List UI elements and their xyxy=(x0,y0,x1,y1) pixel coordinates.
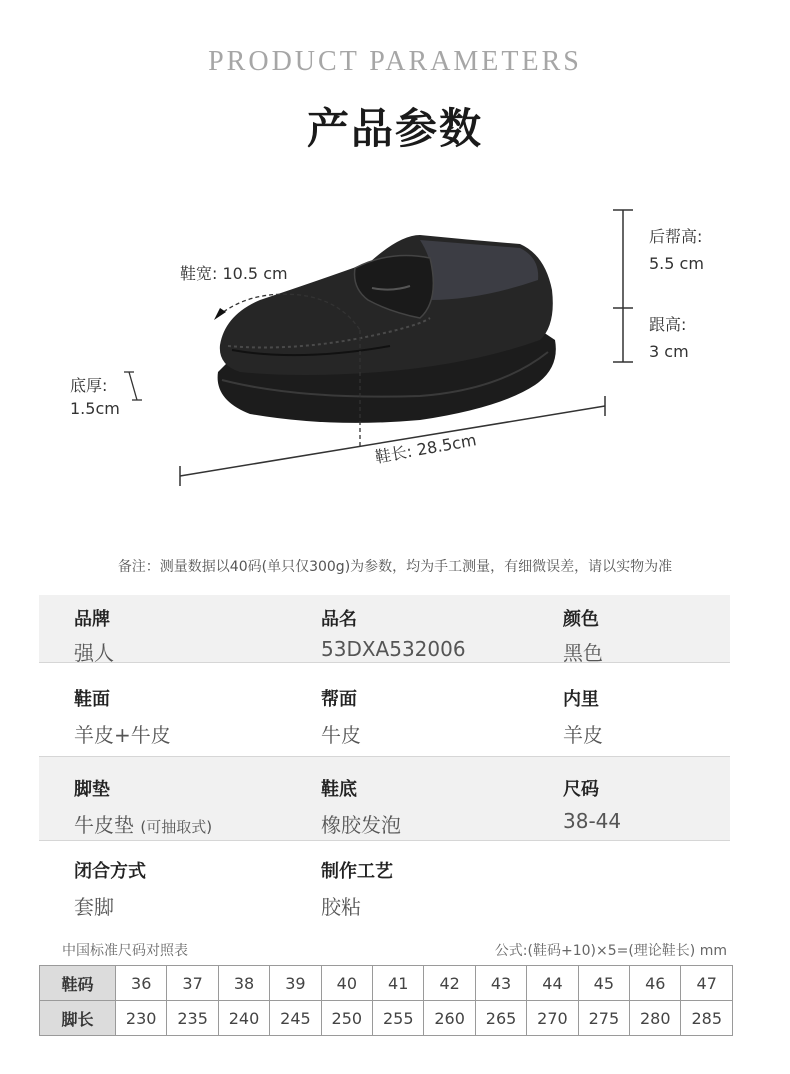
foot-length-cell: 265 xyxy=(475,1001,526,1036)
size-cell: 37 xyxy=(167,966,218,1001)
param-label: 鞋底 xyxy=(321,779,357,800)
param-label: 尺码 xyxy=(563,779,599,800)
foot-length-cell: 245 xyxy=(270,1001,321,1036)
size-cell: 38 xyxy=(218,966,269,1001)
param-label: 内里 xyxy=(563,689,599,710)
param-cell-lining xyxy=(563,685,603,748)
param-label: 闭合方式 xyxy=(74,861,146,882)
param-cell-product-name xyxy=(321,605,466,661)
size-cell: 45 xyxy=(578,966,629,1001)
param-label: 鞋面 xyxy=(74,689,110,710)
param-cell-color xyxy=(563,605,603,666)
param-value: 黑色 xyxy=(563,641,603,665)
foot-length-cell: 230 xyxy=(116,1001,167,1036)
size-cell: 42 xyxy=(424,966,475,1001)
foot-length-cell: 270 xyxy=(527,1001,578,1036)
foot-length-row-header: 脚长 xyxy=(40,1001,116,1036)
param-value: 羊皮+牛皮 xyxy=(74,723,171,747)
size-cell: 41 xyxy=(373,966,424,1001)
param-cell-insole xyxy=(74,775,212,838)
param-value: 38-44 xyxy=(563,809,622,833)
param-row xyxy=(39,757,730,841)
param-cell-closure xyxy=(74,857,146,920)
param-value: 53DXA532006 xyxy=(321,637,466,661)
size-cell: 43 xyxy=(475,966,526,1001)
upper-height-value: 5.5 cm xyxy=(649,254,704,273)
param-cell-outsole xyxy=(321,775,401,838)
sole-thickness-label: 底厚: xyxy=(70,376,108,395)
foot-length-cell: 285 xyxy=(681,1001,733,1036)
param-value: 牛皮垫 (可抽取式) xyxy=(74,813,213,837)
foot-length-cell: 240 xyxy=(218,1001,269,1036)
param-cell-brand xyxy=(74,605,114,666)
param-value-note: (可抽取式) xyxy=(140,818,213,836)
english-title: PRODUCT PARAMETERS xyxy=(208,46,582,77)
size-cell: 40 xyxy=(321,966,372,1001)
size-cell: 46 xyxy=(630,966,681,1001)
size-cell: 47 xyxy=(681,966,733,1001)
shoe-width-label: 鞋宽: 10.5 cm xyxy=(180,264,288,283)
param-label: 颜色 xyxy=(563,609,599,630)
measurement-note: 备注：测量数据以40码(单只仅300g)为参数，均为手工测量，有细微误差，请以实物为准 xyxy=(117,559,673,575)
param-value: 套脚 xyxy=(74,895,114,919)
param-value: 强人 xyxy=(74,641,114,665)
foot-length-cell: 255 xyxy=(373,1001,424,1036)
parameter-table xyxy=(39,595,730,923)
size-chart-table xyxy=(39,965,733,1036)
param-label: 品牌 xyxy=(74,609,110,630)
param-cell-size xyxy=(563,775,621,833)
param-cell-vamp xyxy=(321,685,361,748)
size-cell: 39 xyxy=(270,966,321,1001)
size-cell: 36 xyxy=(116,966,167,1001)
param-row xyxy=(39,663,730,757)
sole-thickness-value: 1.5cm xyxy=(70,399,120,418)
param-value: 橡胶发泡 xyxy=(321,813,401,837)
param-row xyxy=(39,841,730,923)
shoe-dimension-figure xyxy=(0,190,790,510)
foot-length-cell: 250 xyxy=(321,1001,372,1036)
param-value: 羊皮 xyxy=(563,723,603,747)
page-title: 产品参数 xyxy=(306,104,483,153)
param-label: 脚垫 xyxy=(74,779,110,800)
param-cell-upper xyxy=(74,685,171,748)
param-value: 牛皮 xyxy=(321,723,361,747)
foot-length-cell: 280 xyxy=(630,1001,681,1036)
param-row xyxy=(39,595,730,663)
foot-length-row xyxy=(40,1001,733,1036)
param-label: 品名 xyxy=(321,609,357,630)
foot-length-cell: 260 xyxy=(424,1001,475,1036)
size-chart-caption: 中国标准尺码对照表 xyxy=(62,943,188,959)
shoe-length-label: 鞋长: 28.5cm xyxy=(373,430,478,467)
size-formula: 公式:(鞋码+10)×5=(理论鞋长) mm xyxy=(494,943,727,959)
param-cell-craft xyxy=(321,857,393,920)
heel-height-value: 3 cm xyxy=(649,342,689,361)
size-cell: 44 xyxy=(527,966,578,1001)
param-value: 胶粘 xyxy=(321,895,361,919)
size-row-header: 鞋码 xyxy=(40,966,116,1001)
param-label: 制作工艺 xyxy=(321,861,393,882)
heel-height-label: 跟高: xyxy=(649,315,687,334)
size-row xyxy=(40,966,733,1001)
foot-length-cell: 275 xyxy=(578,1001,629,1036)
param-label: 帮面 xyxy=(321,689,357,710)
foot-length-cell: 235 xyxy=(167,1001,218,1036)
upper-height-label: 后帮高: xyxy=(649,227,703,246)
